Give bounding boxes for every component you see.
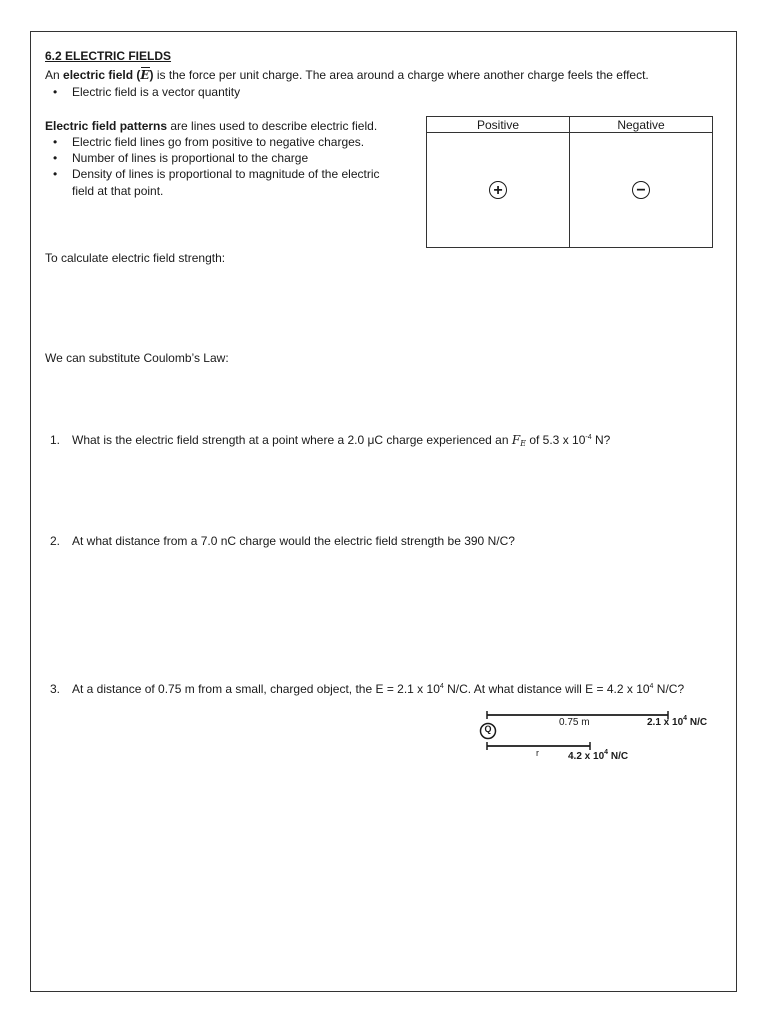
question-2-number: 2. (50, 534, 61, 548)
field-1-exp: 4 (683, 715, 688, 722)
question-1-exponent: -4 (585, 434, 592, 441)
field-strength-2-label (568, 751, 628, 762)
force-symbol: F (511, 433, 521, 447)
intro-term-close: ) (149, 68, 154, 82)
patterns-bullet-3: • Density of lines is proportional to magnitude of the electric (72, 166, 380, 182)
question-1-pre: What is the electric field strength at a point where a 2.0 μC charge experienced an (72, 433, 512, 447)
force-subscript: E (520, 439, 526, 448)
question-3-number: 3. (50, 682, 61, 696)
patterns-bullet-2: • Number of lines is proportional to the charge (72, 150, 308, 166)
coulomb-prompt: We can substitute Coulomb’s Law: (45, 351, 229, 365)
question-3-exp-1: 4 (439, 683, 444, 690)
r-label: r (536, 748, 539, 758)
patterns-rest: are lines used to describe electric field. (167, 119, 378, 133)
question-3-exp-2: 4 (649, 683, 654, 690)
field-strength-1-label (647, 717, 707, 728)
field-1-base: 2.1 x 10 (647, 717, 684, 728)
intro-definition (45, 67, 649, 83)
charge-label: Q (484, 724, 492, 734)
question-3-text (72, 681, 684, 697)
negative-cell[interactable] (570, 133, 713, 248)
patterns-bullet-1: • Electric field lines go from positive to negative charges. (72, 134, 364, 150)
question-3-part-3: N/C? (653, 682, 685, 696)
question-3-part-2: N/C. At what distance will E = 4.2 x 10 (443, 682, 650, 696)
field-1-unit: N/C (687, 717, 708, 728)
patterns-term: Electric field patterns (45, 119, 168, 133)
intro-rest: is the force per unit charge. The area around a charge where another charge feels the effect. (153, 68, 649, 82)
patterns-definition (45, 118, 377, 134)
negative-charge-icon: − (632, 181, 650, 199)
intro-bullet: • Electric field is a vector quantity (72, 84, 240, 100)
intro-term: electric field ( (63, 68, 141, 82)
question-1-post: of 5.3 x 10 (526, 433, 586, 447)
positive-charge-icon: + (489, 181, 507, 199)
patterns-bullet-3-continued: field at that point. (72, 184, 164, 198)
field-2-exp: 4 (604, 749, 609, 756)
table-header-positive: Positive (427, 117, 570, 133)
question-1-text (72, 432, 610, 448)
question-1-number: 1. (50, 433, 61, 447)
page-title: 6.2 ELECTRIC FIELDS (45, 49, 172, 63)
question-3-part-1: At a distance of 0.75 m from a small, charged object, the E = 2.1 x 10 (72, 682, 440, 696)
intro-prefix: An (45, 68, 64, 82)
distance-label: 0.75 m (559, 717, 590, 728)
vector-e-symbol: E (140, 68, 150, 82)
field-2-base: 4.2 x 10 (568, 751, 605, 762)
field-2-unit: N/C (608, 751, 629, 762)
positive-cell[interactable] (427, 133, 570, 248)
field-pattern-table (426, 116, 713, 248)
question-1-tail: N? (591, 433, 611, 447)
question-2-text: At what distance from a 7.0 nC charge would the electric field strength be 390 N/C? (72, 534, 515, 548)
calc-prompt: To calculate electric field strength: (45, 251, 226, 265)
table-header-negative: Negative (570, 117, 713, 133)
